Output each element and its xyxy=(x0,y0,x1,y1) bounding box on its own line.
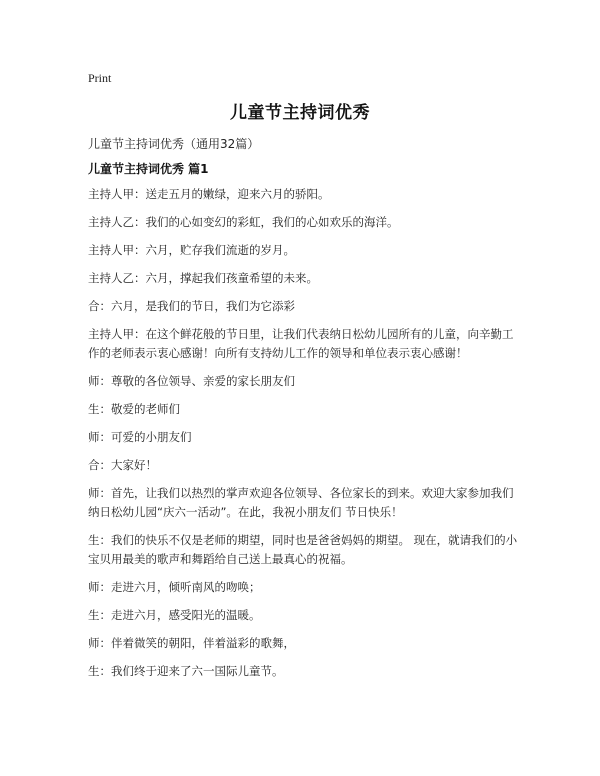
section-heading: 儿童节主持词优秀 篇1 xyxy=(88,162,209,176)
paragraph-list xyxy=(88,185,518,690)
paragraph: 师：尊敬的各位领导、亲爱的家长朋友们 xyxy=(88,374,295,388)
paragraph: 生：走进六月，感受阳光的温暖。 xyxy=(88,608,261,622)
paragraph: 师：首先，让我们以热烈的掌声欢迎各位领导、各位家长的到来。欢迎大家参加我们纳日松幼儿园“庆六一活动”。在此，我祝小朋友们 节日快乐！ xyxy=(88,486,514,519)
paragraph: 生：我们终于迎来了六一国际儿童节。 xyxy=(88,664,284,678)
paragraph: 主持人乙：六月，撑起我们孩童希望的未来。 xyxy=(88,271,318,285)
paragraph: 主持人甲：六月，贮存我们流逝的岁月。 xyxy=(88,243,295,257)
paragraph: 合：六月，是我们的节日，我们为它添彩 xyxy=(88,299,295,313)
paragraph: 主持人乙：我们的心如变幻的彩虹，我们的心如欢乐的海洋。 xyxy=(88,215,399,229)
page-title: 儿童节主持词优秀 xyxy=(230,103,370,123)
paragraph: 师：伴着微笑的朝阳，伴着溢彩的歌舞， xyxy=(88,636,295,650)
print-label[interactable]: Print xyxy=(88,71,112,85)
paragraph: 师：走进六月，倾听南风的吻唤； xyxy=(88,580,261,594)
paragraph: 主持人甲：送走五月的嫩绿，迎来六月的骄阳。 xyxy=(88,187,330,201)
document-subtitle: 儿童节主持词优秀（通用32篇） xyxy=(88,137,260,151)
paragraph: 主持人甲：在这个鲜花般的节日里，让我们代表纳日松幼儿园所有的儿童，向辛勤工作的老师表示衷心感谢！向所有支持幼儿工作的领导和单位表示衷心感谢！ xyxy=(88,327,514,360)
paragraph: 生：我们的快乐不仅是老师的期望，同时也是爸爸妈妈的期望。 现在，就请我们的小宝贝用最美的歌声和舞蹈给自己送上最真心的祝福。 xyxy=(88,533,518,566)
paragraph: 合：大家好！ xyxy=(88,458,157,472)
paragraph: 生：敬爱的老师们 xyxy=(88,402,180,416)
paragraph: 师：可爱的小朋友们 xyxy=(88,430,192,444)
